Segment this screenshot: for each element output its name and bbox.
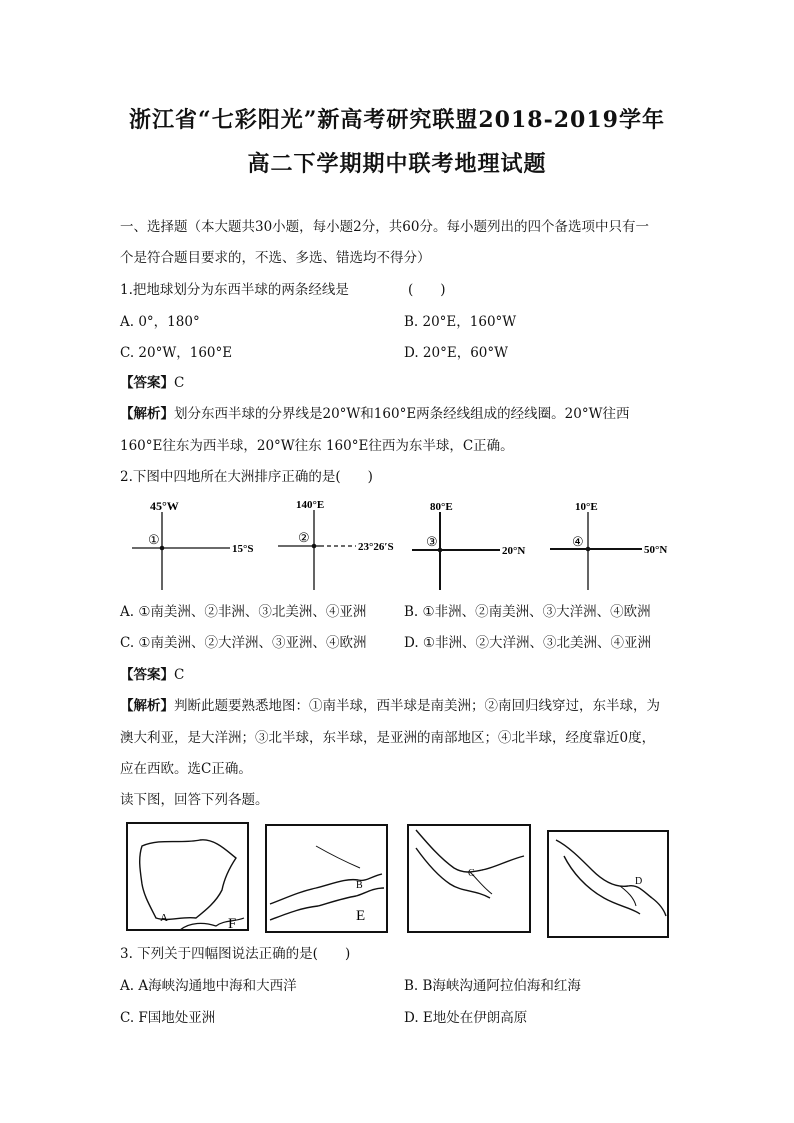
fig4-lat: 50°N [644, 544, 668, 556]
q2-stem: 2.下图中四地所在大洲排序正确的是( ) [120, 469, 373, 485]
map-1-iberia [127, 823, 248, 932]
map-label-e: E [356, 908, 366, 924]
fig2-lon: 140°E [296, 499, 325, 511]
q1-analysis-1 [120, 405, 629, 423]
q2-option-a: A. ①南美洲、②非洲、③北美洲、④亚洲 [120, 604, 367, 620]
strait-maps-figure [120, 818, 680, 938]
analysis-tag: 【解析】 [120, 406, 174, 422]
q1-option-c: C. 20°W，160°E [120, 345, 233, 361]
q3-option-b: B. B海峡沟通阿拉伯海和红海 [404, 978, 581, 994]
q1-analysis-2: 160°E往东为西半球，20°W往东 160°E往西为东半球，C正确。 [120, 438, 514, 454]
fig-panel-2 [278, 499, 394, 590]
fig3-lat: 20°N [502, 545, 526, 557]
answer-value: C [174, 375, 185, 391]
analysis-text: 划分东西半球的分界线是20°W和160°E两条经线组成的经线圈。20°W往西 [174, 406, 630, 422]
doc-title-line2: 高二下学期期中联考地理试题 [247, 151, 547, 177]
q1-option-a: A. 0°，180° [120, 314, 200, 330]
answer-value: C [174, 667, 185, 683]
q3-option-a: A. A海峡沟通地中海和大西洋 [120, 978, 297, 994]
analysis-text: 判断此题要熟悉地图：①南半球，西半球是南美洲；②南回归线穿过，东半球，为 [174, 698, 660, 714]
fig1-lat: 15°S [232, 543, 254, 555]
q2-analysis-3: 应在西欧。选C正确。 [120, 761, 252, 777]
q3-option-c: C. F国地处亚洲 [120, 1010, 216, 1026]
fig3-mark: ③ [426, 534, 438, 549]
map-2-strait [266, 825, 387, 932]
fig3-lon: 80°E [430, 501, 453, 513]
read-instruction: 读下图，回答下列各题。 [120, 792, 269, 808]
q2-analysis-1 [120, 697, 660, 715]
answer-tag: 【答案】 [120, 375, 174, 391]
q2-answer [120, 666, 184, 684]
map-3-red-sea [408, 825, 530, 932]
doc-title-line1: 浙江省“七彩阳光”新高考研究联盟2018-2019学年 [129, 107, 665, 133]
answer-tag: 【答案】 [120, 667, 174, 683]
q3-option-d: D. E地处在伊朗高原 [404, 1010, 528, 1026]
q1-stem: 1.把地球划分为东西半球的两条经线是 [120, 282, 349, 298]
fig2-lat: 23°26′S [358, 541, 394, 553]
q2-coordinate-figure [120, 492, 680, 592]
q2-option-b: B. ①非洲、②南美洲、③大洋洲、④欧洲 [404, 604, 651, 620]
q2-option-c: C. ①南美洲、②大洋洲、③亚洲、④欧洲 [120, 635, 367, 651]
fig1-lon: 45°W [150, 499, 179, 513]
section-instructions-2: 个是符合题目要求的，不选、多选、错选均不得分） [120, 250, 431, 266]
map-label-f: F [228, 916, 237, 932]
q2-option-d: D. ①非洲、②大洋洲、③北美洲、④亚洲 [404, 635, 652, 651]
fig-panel-1 [132, 499, 254, 590]
map-label-b: B [356, 880, 363, 891]
map-label-a: A [160, 912, 168, 924]
fig4-lon: 10°E [575, 501, 598, 513]
fig4-mark: ④ [572, 534, 584, 549]
fig1-mark: ① [148, 532, 160, 547]
section-instructions-1: 一、选择题（本大题共30小题，每小题2分，共60分。每小题列出的四个备选项中只有一 [120, 219, 649, 235]
q1-answer [120, 374, 184, 392]
map-4-gulf [548, 831, 668, 937]
fig2-mark: ② [298, 530, 310, 545]
q1-blank: ( ) [408, 282, 446, 298]
q1-option-b: B. 20°E，160°W [404, 314, 517, 330]
map-label-c: C [468, 868, 475, 879]
fig-panel-3 [412, 501, 525, 590]
fig-panel-4 [550, 501, 667, 590]
q3-stem: 3. 下列关于四幅图说法正确的是( ) [120, 946, 351, 962]
q1-option-d: D. 20°E，60°W [404, 345, 509, 361]
q2-analysis-2: 澳大利亚，是大洋洲；③北半球，东半球，是亚洲的南部地区；④北半球，经度靠近0度， [120, 730, 656, 746]
map-label-d: D [635, 876, 643, 887]
analysis-tag: 【解析】 [120, 698, 174, 714]
